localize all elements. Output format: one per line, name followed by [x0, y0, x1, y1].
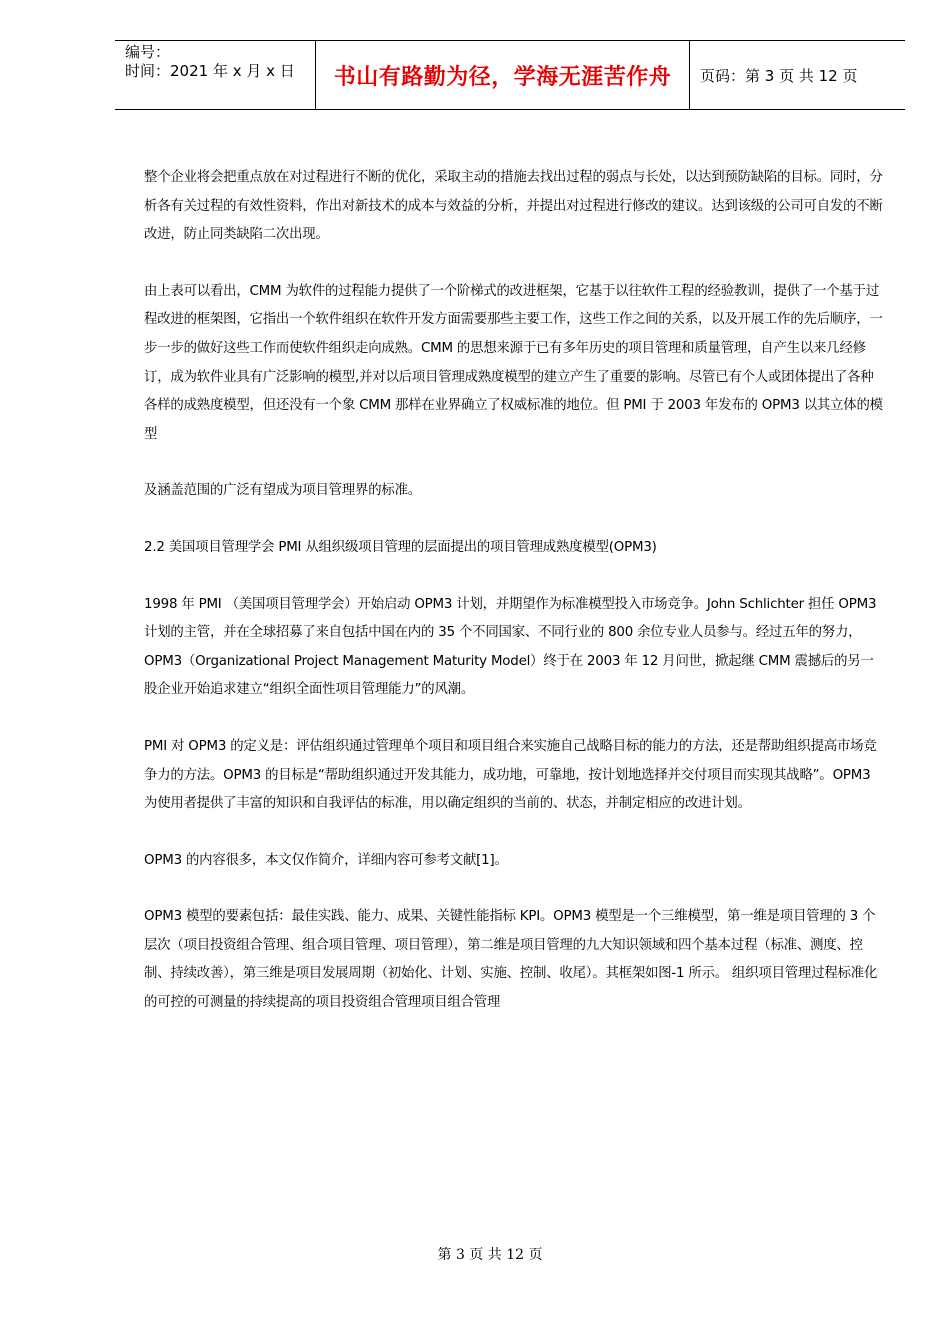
document-time-label: 时间：2021 年 x 月 x 日 — [125, 62, 295, 80]
body-paragraph: 整个企业将会把重点放在对过程进行不断的优化，采取主动的措施去找出过程的弱点与长处，以达到预防缺陷的目标。同时，分析各有关过程的有效性资料，作出对新技术的成本与效益的分析，并提出对过程进行修改的建议。达到该级的公司可自发的不断改进，防止同类缺陷二次出现。 — [144, 170, 883, 243]
document-body — [144, 164, 886, 1018]
header-meta — [115, 41, 316, 109]
body-paragraph: OPM3 模型的要素包括：最佳实践、能力、成果、关键性能指标 KPI。OPM3 模型是一个三维模型，第一维是项目管理的 3 个层次（项目投资组合管理、组合项目管理、项目管理），第二维是项目管理的九大知识领域和四个基本过程（标准、测度、控制、持续改善），第三维是项目发展周期（初始化、计划、实施、控制、收尾）。其框架如图-1 所示。 组织项目管理过程标准化的可控的可测量的持续提高的项目投资组合管理项目组合管理 — [144, 909, 878, 1011]
body-paragraph: 1998 年 PMI （美国项目管理学会）开始启动 OPM3 计划，并期望作为标准模型投入市场竞争。John Schlichter 担任 OPM3 计划的主管，并在全球招募了来自包括中国在内的 35 个不同国家、不同行业的 800 余位专业人员参与。经过五年的努力，OPM3（Organizational Project Management Maturity Model）终于在 2003 年 12 月问世，掀起继 CMM 震撼后的另一股企业开始追求建立“组织全面性项目管理能力”的风潮。 — [144, 596, 877, 698]
body-paragraph: OPM3 的内容很多，本文仅作简介，详细内容可参考文献[1]。 — [144, 852, 508, 868]
footer-page-number: 第 3 页 共 12 页 — [437, 1247, 543, 1263]
header-page-label: 页码：第 3 页 共 12 页 — [700, 66, 858, 85]
section-heading: 2.2 美国项目管理学会 PMI 从组织级项目管理的层面提出的项目管理成熟度模型(OPM3) — [144, 539, 657, 555]
header-motto: 书山有路勤为径，学海无涯苦作舟 — [333, 63, 672, 90]
header-page-cell — [690, 41, 905, 109]
page-footer — [0, 1244, 950, 1264]
body-paragraph: 由上表可以看出，CMM 为软件的过程能力提供了一个阶梯式的改进框架，它基于以往软件工程的经验教训，提供了一个基于过程改进的框架图，它指出一个软件组织在软件开发方面需要那些主要工作，这些工作之间的关系，以及开展工作的先后顺序，一步一步的做好这些工作而使软件组织走向成熟。CMM 的思想来源于已有多年历史的项目管理和质量管理，自产生以来几经修订，成为软件业具有广泛影响的模型,并对以后项目管理成熟度模型的建立产生了重要的影响。尽管已有个人或团体提出了各种各样的成熟度模型，但还没有一个象 CMM 那样在业界确立了权威标准的地位。但 PMI 于 2003 年发布的 OPM3 以其立体的模型 — [144, 283, 883, 442]
body-paragraph: PMI 对 OPM3 的定义是：评估组织通过管理单个项目和项目组合来实施自己战略目标的能力的方法，还是帮助组织提高市场竞争力的方法。OPM3 的目标是“帮助组织通过开发其能力，成功地，可靠地，按计划地选择并交付项目而实现其战略”。OPM3 为使用者提供了丰富的知识和自我评估的标准，用以确定组织的当前的、状态，并制定相应的改进计划。 — [144, 738, 877, 812]
document-number-label: 编号： — [125, 43, 171, 61]
header-motto-cell — [316, 41, 690, 109]
body-paragraph: 及涵盖范围的广泛有望成为项目管理界的标准。 — [144, 483, 422, 499]
page-header — [115, 40, 905, 110]
